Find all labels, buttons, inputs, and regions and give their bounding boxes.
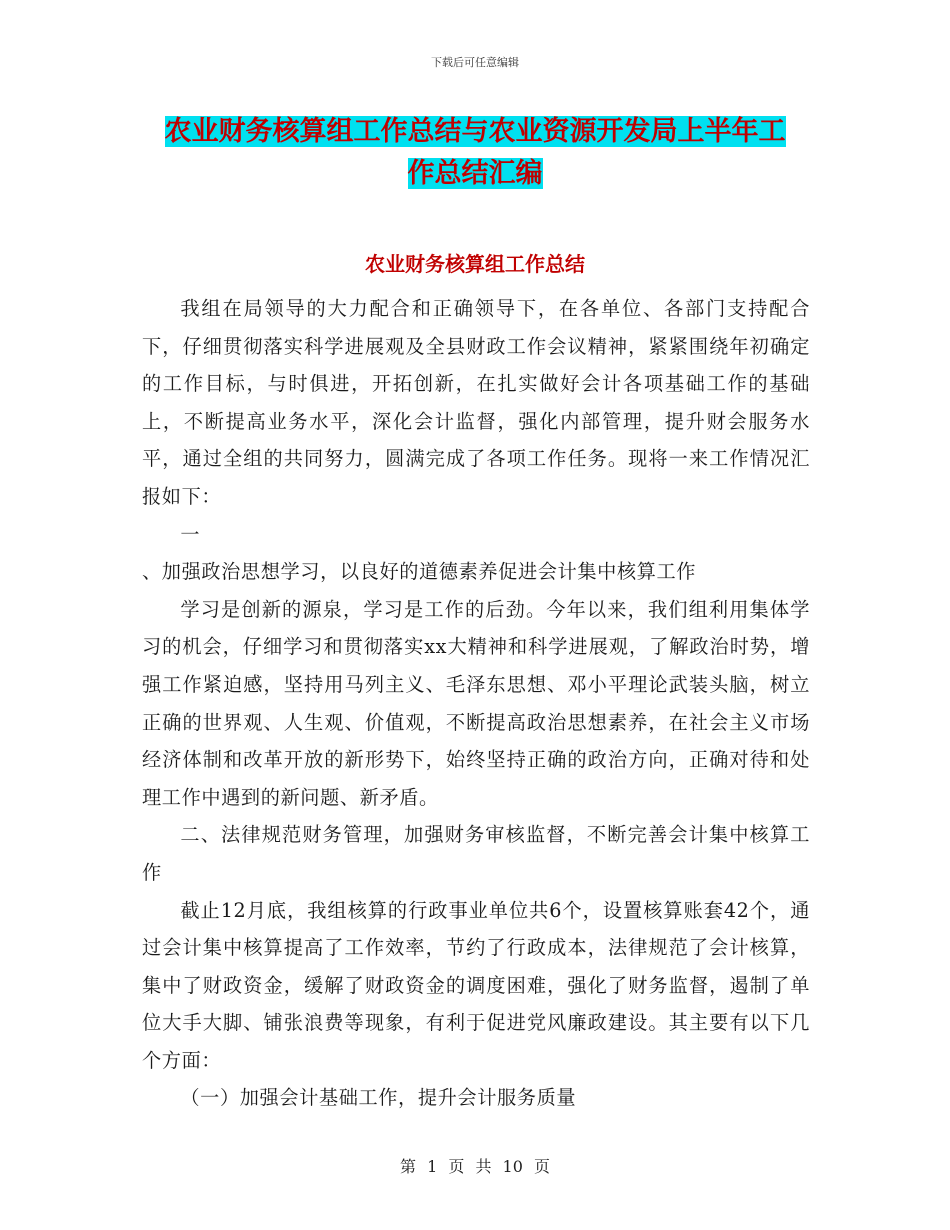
title-highlight-1: 农业财务核算组工作总结与农业资源开发局上半年工 [164,116,786,147]
section-title: 农业财务核算组工作总结 [365,252,585,276]
heading-one: 、加强政治思想学习，以良好的道德素养促进会计集中核算工作 [142,560,697,584]
document-title-line-2 [140,154,810,194]
header-note: 下载后可任意编辑 [431,56,519,69]
heading-two: 二、法律规范财务管理，加强财务审核监督，不断完善会计集中核算工作 [142,823,810,884]
paragraph-study: 学习是创新的源泉，学习是工作的后劲。今年以来，我们组利用集体学习的机会，仔细学习和贯彻落实xx大精神和科学进展观，了解政治时势，增强工作紧迫感，坚持用马列主义、毛泽东思想、邓小平理论武装头脑，树立正确的世界观、人生观、价值观，不断提高政治思想素养，在社会主义市场经济体制和改革开放的新形势下，始终坚持正确的政治方向，正确对待和处理工作中遇到的新问题、新矛盾。 [142,597,810,809]
page-footer: 第 1 页 共 10 页 [400,1157,550,1176]
title-highlight-2: 作总结汇编 [407,158,543,189]
document-body [142,290,810,1117]
heading-number-one: 一 [180,522,201,546]
document-title-line-1 [140,112,810,152]
subheading-one: （一）加强会计基础工作，提升会计服务质量 [180,1086,577,1110]
paragraph-accounting: 截止12月底，我组核算的行政事业单位共6个，设置核算账套42个，通过会计集中核算提高了工作效率，节约了行政成本，法律规范了会计核算，集中了财政资金，缓解了财政资金的调度困难，强化了财务监督，遏制了单位大手大脚、铺张浪费等现象，有利于促进党风廉政建设。其主要有以下几个方面： [142,898,810,1072]
paragraph-intro: 我组在局领导的大力配合和正确领导下，在各单位、各部门支持配合下，仔细贯彻落实科学进展观及全县财政工作会议精神，紧紧围绕年初确定的工作目标，与时俱进，开拓创新，在扎实做好会计各项基础工作的基础上，不断提高业务水平，深化会计监督，强化内部管理，提升财会服务水平，通过全组的共同努力，圆满完成了各项工作任务。现将一来工作情况汇报如下： [142,297,810,508]
